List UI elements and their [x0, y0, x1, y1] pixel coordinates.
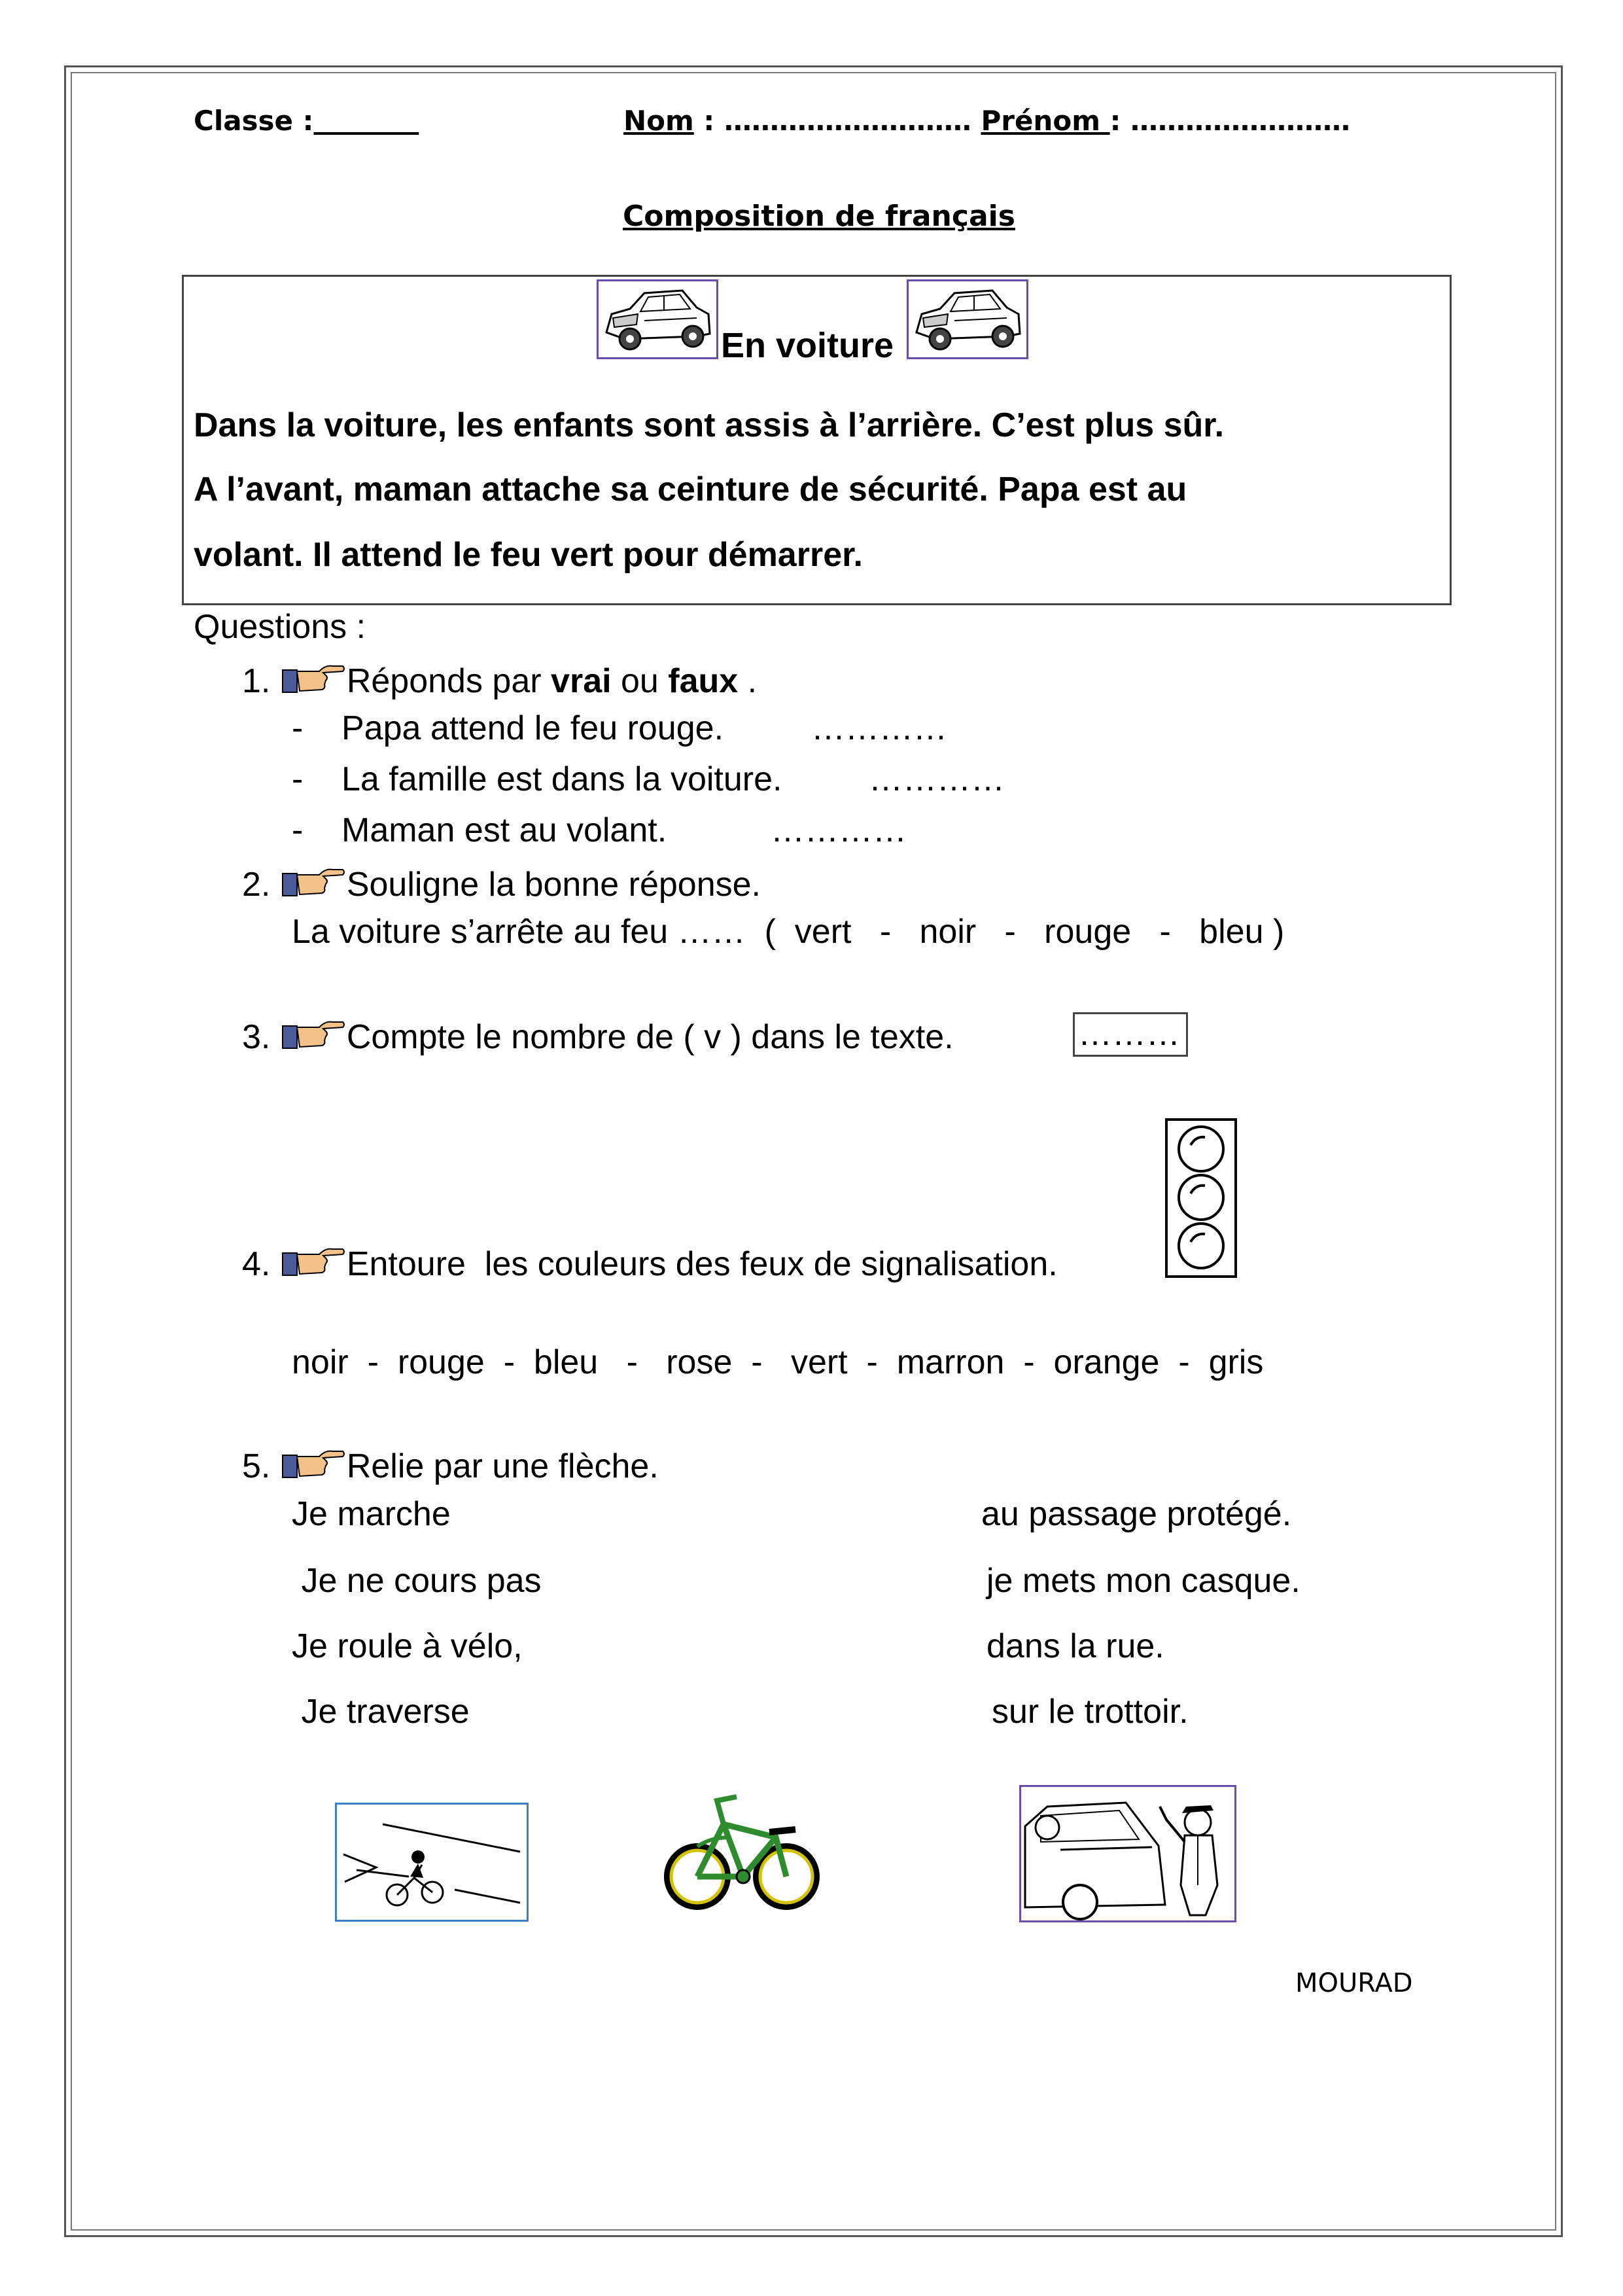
list-item: La famille est dans la voiture.: [341, 760, 782, 798]
classe-blank[interactable]: [313, 105, 419, 137]
question-number: 4.: [242, 1245, 271, 1283]
match-right-item[interactable]: je mets mon casque.: [986, 1562, 1300, 1600]
match-left-item[interactable]: Je traverse: [292, 1693, 470, 1731]
nom-blank[interactable]: : ………………………: [693, 105, 981, 137]
text-line-1: Dans la voiture, les enfants sont assis à l’arrière. C’est plus sûr.: [194, 406, 1225, 444]
crossing-image: [335, 1803, 529, 1922]
match-right-item[interactable]: sur le trottoir.: [992, 1693, 1189, 1731]
text-line-2: A l’avant, maman attache sa ceinture de sécurité. Papa est au: [194, 470, 1187, 508]
question-number: 5.: [242, 1447, 271, 1485]
answer-blank[interactable]: …………: [811, 709, 947, 747]
classe-field: [194, 105, 419, 137]
traffic-light-icon: [1164, 1118, 1238, 1279]
pointing-hand-icon: [280, 1443, 345, 1483]
classe-label: Classe :: [194, 105, 314, 137]
police-car-image: [1019, 1785, 1236, 1922]
match-right-item[interactable]: dans la rue.: [986, 1627, 1164, 1665]
word-faux: faux: [668, 662, 739, 700]
question-3: 3. Compte le nombre de ( v ) dans le texte.: [242, 1014, 954, 1057]
car-image-right: [907, 279, 1028, 359]
crosswalk-cyclist-icon: [337, 1805, 527, 1920]
list-item: Papa attend le feu rouge.: [341, 709, 724, 747]
question-4: 4. Entoure les couleurs des feux de signalisation.: [242, 1241, 1058, 1284]
question-2-sentence: La voiture s’arrête au feu …… ( vert - noir - rouge - bleu ): [292, 913, 1285, 951]
pointing-hand-icon: [280, 1014, 345, 1053]
list-item: -: [292, 760, 304, 798]
question-2: 2. Souligne la bonne réponse.: [242, 862, 761, 904]
pointing-hand-icon: [280, 1241, 345, 1280]
text-line-3: volant. Il attend le feu vert pour démarrer.: [194, 536, 863, 574]
nom-label: Nom: [623, 105, 694, 137]
list-item: -: [292, 811, 304, 849]
car-icon: [909, 281, 1026, 357]
match-left-item[interactable]: Je roule à vélo,: [292, 1627, 523, 1665]
bicycle-image: [658, 1785, 827, 1916]
list-item: -: [292, 709, 304, 747]
name-fields: [623, 105, 1350, 137]
word-vrai: vrai: [551, 662, 612, 700]
list-item: Maman est au volant.: [341, 811, 667, 849]
match-left-item[interactable]: Je marche: [292, 1495, 451, 1533]
car-icon: [599, 281, 716, 357]
question-1: 1. Réponds par vrai ou faux .: [242, 658, 757, 701]
questions-label: Questions :: [194, 608, 366, 646]
prenom-label: Prénom: [981, 105, 1110, 137]
page-title: Composition de français: [623, 200, 1015, 233]
author-signature: MOURAD: [1295, 1968, 1413, 1998]
question-number: 1.: [242, 662, 271, 700]
bicycle-icon: [658, 1785, 827, 1916]
count-answer-dots[interactable]: ………: [1078, 1015, 1180, 1053]
color-options[interactable]: noir - rouge - bleu - rose - vert - marron - orange - gris: [292, 1343, 1264, 1381]
car-image-left: [597, 279, 718, 359]
policeman-car-icon: [1021, 1787, 1234, 1920]
prenom-blank[interactable]: : ……………………: [1109, 105, 1350, 137]
text-heading: En voiture: [721, 326, 894, 365]
question-number: 2.: [242, 866, 271, 904]
match-left-item[interactable]: Je ne cours pas: [292, 1562, 542, 1600]
match-right-item[interactable]: au passage protégé.: [981, 1495, 1292, 1533]
answer-options[interactable]: ( vert - noir - rouge - bleu ): [764, 913, 1285, 951]
answer-blank[interactable]: …………: [771, 811, 907, 849]
pointing-hand-icon: [280, 658, 345, 698]
answer-blank[interactable]: …………: [869, 760, 1005, 798]
pointing-hand-icon: [280, 862, 345, 901]
question-number: 3.: [242, 1018, 271, 1056]
question-5: 5. Relie par une flèche.: [242, 1443, 659, 1486]
